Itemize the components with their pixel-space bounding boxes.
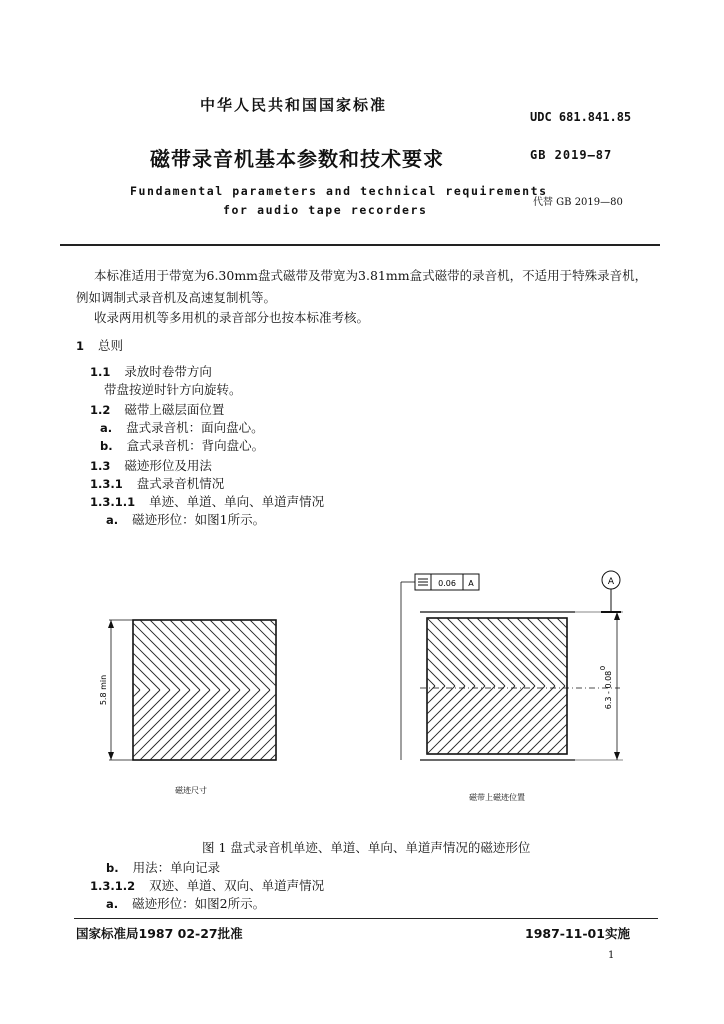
header-divider — [60, 244, 660, 246]
section-1-3-1-2-a: a. 磁迹形位：如图2所示。 — [106, 896, 266, 911]
effective-date: 1987-11-01实施 — [525, 926, 630, 941]
section-1-3: 1.3 磁迹形位及用法 — [90, 458, 212, 473]
figure-track-dimensions — [95, 600, 295, 800]
section-1-3-1-1-b: b. 用法：单向记录 — [106, 860, 221, 875]
figure-caption: 图 1 盘式录音机单迹、单道、单向、单道声情况的磁迹形位 — [202, 840, 531, 855]
intro-paragraph-line3: 收录两用机等多用机的录音部分也按本标准考核。 — [94, 310, 370, 325]
tape-width-label: 6.3 - 0.08 — [604, 670, 613, 710]
section-1-3-1-1: 1.3.1.1 单迹、单道、单向、单道声情况 — [90, 494, 325, 509]
intro-paragraph-line2: 例如调制式录音机及高速复制机等。 — [76, 290, 277, 305]
section-1-2-a: a. 盘式录音机：面向盘心。 — [100, 420, 264, 435]
page-title: 磁带录音机基本参数和技术要求 — [150, 147, 444, 171]
section-1-2-b: b. 盒式录音机：背向盘心。 — [100, 438, 265, 453]
datum-label: A — [607, 577, 615, 587]
tape-width-upper: 0 — [599, 665, 607, 671]
gb-number: GB 2019—87 — [530, 148, 613, 162]
left-figure-caption: 磁迹尺寸 — [175, 786, 207, 795]
section-1-3-1-1-a: a. 磁迹形位：如图1所示。 — [106, 512, 266, 527]
track-hatching — [287, 618, 724, 754]
udc-number: UDC 681.841.85 — [530, 110, 632, 124]
tolerance-datum: A — [468, 579, 474, 588]
section-1-3-1-2: 1.3.1.2 双迹、单道、双向、单道声情况 — [90, 878, 325, 893]
track-width-label: 5.8 min — [99, 674, 108, 706]
section-1-3-1: 1.3.1 盘式录音机情况 — [90, 476, 225, 491]
english-title-line1: Fundamental parameters and technical requirements — [130, 184, 548, 198]
tolerance-value: 0.06 — [438, 579, 456, 588]
footer-divider — [74, 918, 658, 919]
standard-header: 中华人民共和国国家标准 — [200, 96, 388, 114]
section-1-1-body: 带盘按逆时针方向旋转。 — [104, 382, 242, 397]
section-1: 1 总则 — [76, 338, 124, 353]
approval-date: 国家标准局1987 02-27批准 — [76, 926, 243, 941]
section-1-1: 1.1 录放时卷带方向 — [90, 364, 212, 379]
figure-track-position — [395, 560, 655, 805]
right-figure-caption: 磁带上磁迹位置 — [469, 793, 525, 802]
section-1-2: 1.2 磁带上磁层面位置 — [90, 402, 225, 417]
intro-paragraph-line1: 本标准适用于带宽为6.30mm盘式磁带及带宽为3.81mm盒式磁带的录音机，不适用于特殊录音机， — [94, 268, 648, 283]
english-title-line2: for audio tape recorders — [223, 203, 428, 217]
track-rectangle — [133, 620, 276, 760]
replaces-standard: 代替 GB 2019—80 — [533, 197, 623, 208]
page-number: 1 — [608, 950, 615, 961]
